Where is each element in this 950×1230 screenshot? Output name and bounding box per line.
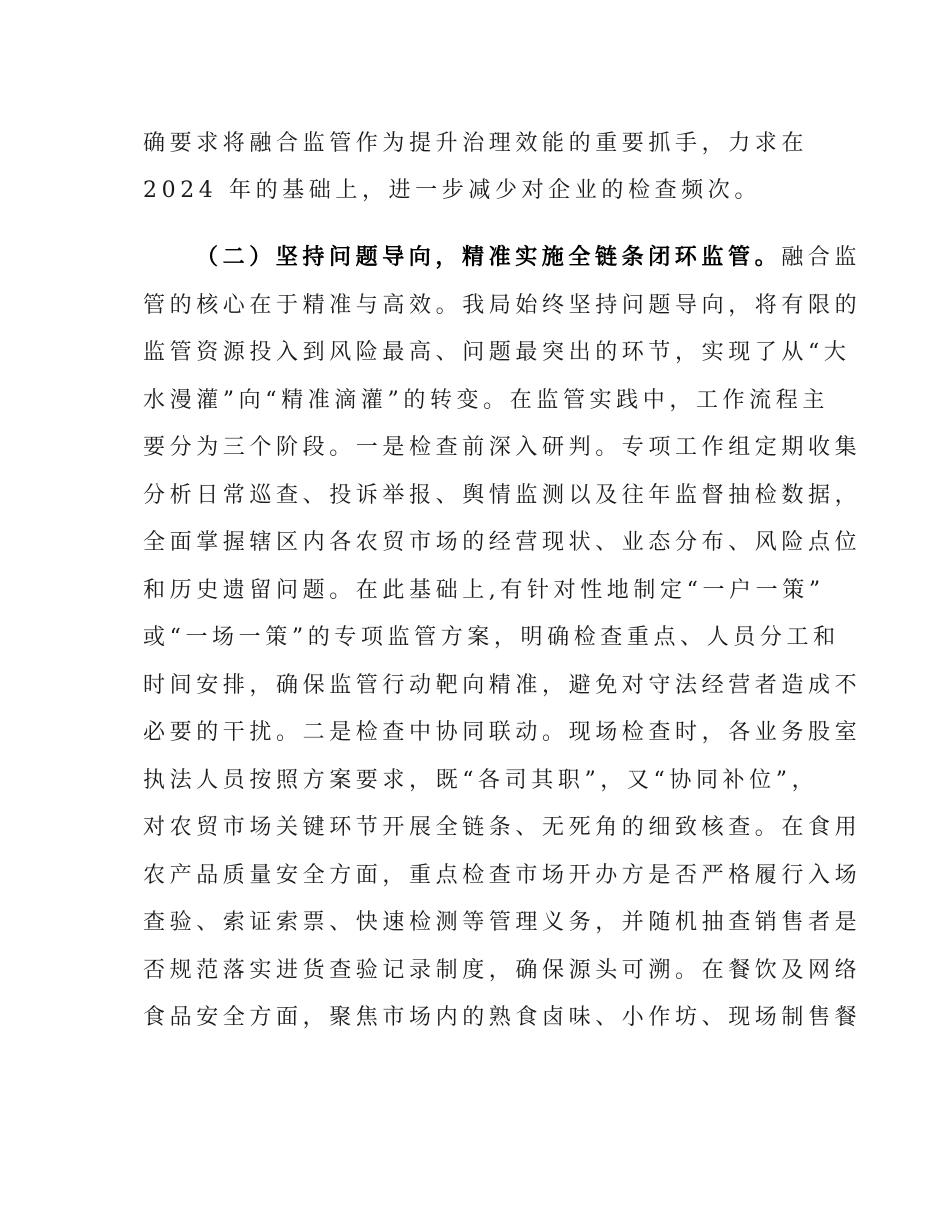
- text-line: 水漫灌”向“精准滴灌”的转变。在监管实践中，工作流程主: [143, 388, 829, 413]
- text-line: 和历史遗留问题。在此基础上,有针对性地制定“一户一策”: [143, 578, 825, 603]
- text-line: 查验、索证索票、快速检测等管理义务，并随机抽查销售者是: [143, 910, 862, 935]
- text-line: 确要求将融合监管作为提升治理效能的重要抓手，力求在: [143, 131, 809, 156]
- text-line: 时间安排，确保监管行动靶向精准，避免对守法经营者造成不: [143, 673, 862, 698]
- text-line: 否规范落实进货查验记录制度，确保源头可溯。在餐饮及网络: [143, 958, 862, 983]
- text-line: 执法人员按照方案要求，既“各司其职”，又“协同补位”，: [143, 768, 819, 793]
- text-line: 监管资源投入到风险最高、问题最突出的环节，实现了从“大: [143, 340, 851, 365]
- text-line: 全面掌握辖区内各农贸市场的经营现状、业态分布、风险点位: [143, 530, 862, 555]
- text-line: 或“一场一策”的专项监管方案，明确检查重点、人员分工和: [143, 625, 840, 650]
- text-line: 管的核心在于精准与高效。我局始终坚持问题导向，将有限的: [143, 293, 862, 318]
- text-line: 2024 年的基础上，进一步减少对企业的检查频次。: [143, 178, 761, 203]
- text-line: 必要的干扰。二是检查中协同联动。现场检查时，各业务股室: [143, 720, 862, 745]
- text-line: 食品安全方面，聚焦市场内的熟食卤味、小作坊、现场制售餐: [143, 1005, 862, 1030]
- section-heading-line: [196, 243, 876, 273]
- text-line: [143, 1051, 823, 1081]
- section-heading: （二）坚持问题导向，精准实施全链条闭环监管。: [196, 245, 782, 270]
- text-line: 要分为三个阶段。一是检查前深入研判。专项工作组定期收集: [143, 435, 862, 460]
- text-line: 对农贸市场关键环节开展全链条、无死角的细致核查。在食用: [143, 815, 862, 840]
- text-run: 融合监: [781, 245, 862, 270]
- text-line: 分析日常巡查、投诉举报、舆情监测以及往年监督抽检数据，: [143, 483, 862, 508]
- text-line: 农产品质量安全方面，重点检查市场开办方是否严格履行入场: [143, 863, 862, 888]
